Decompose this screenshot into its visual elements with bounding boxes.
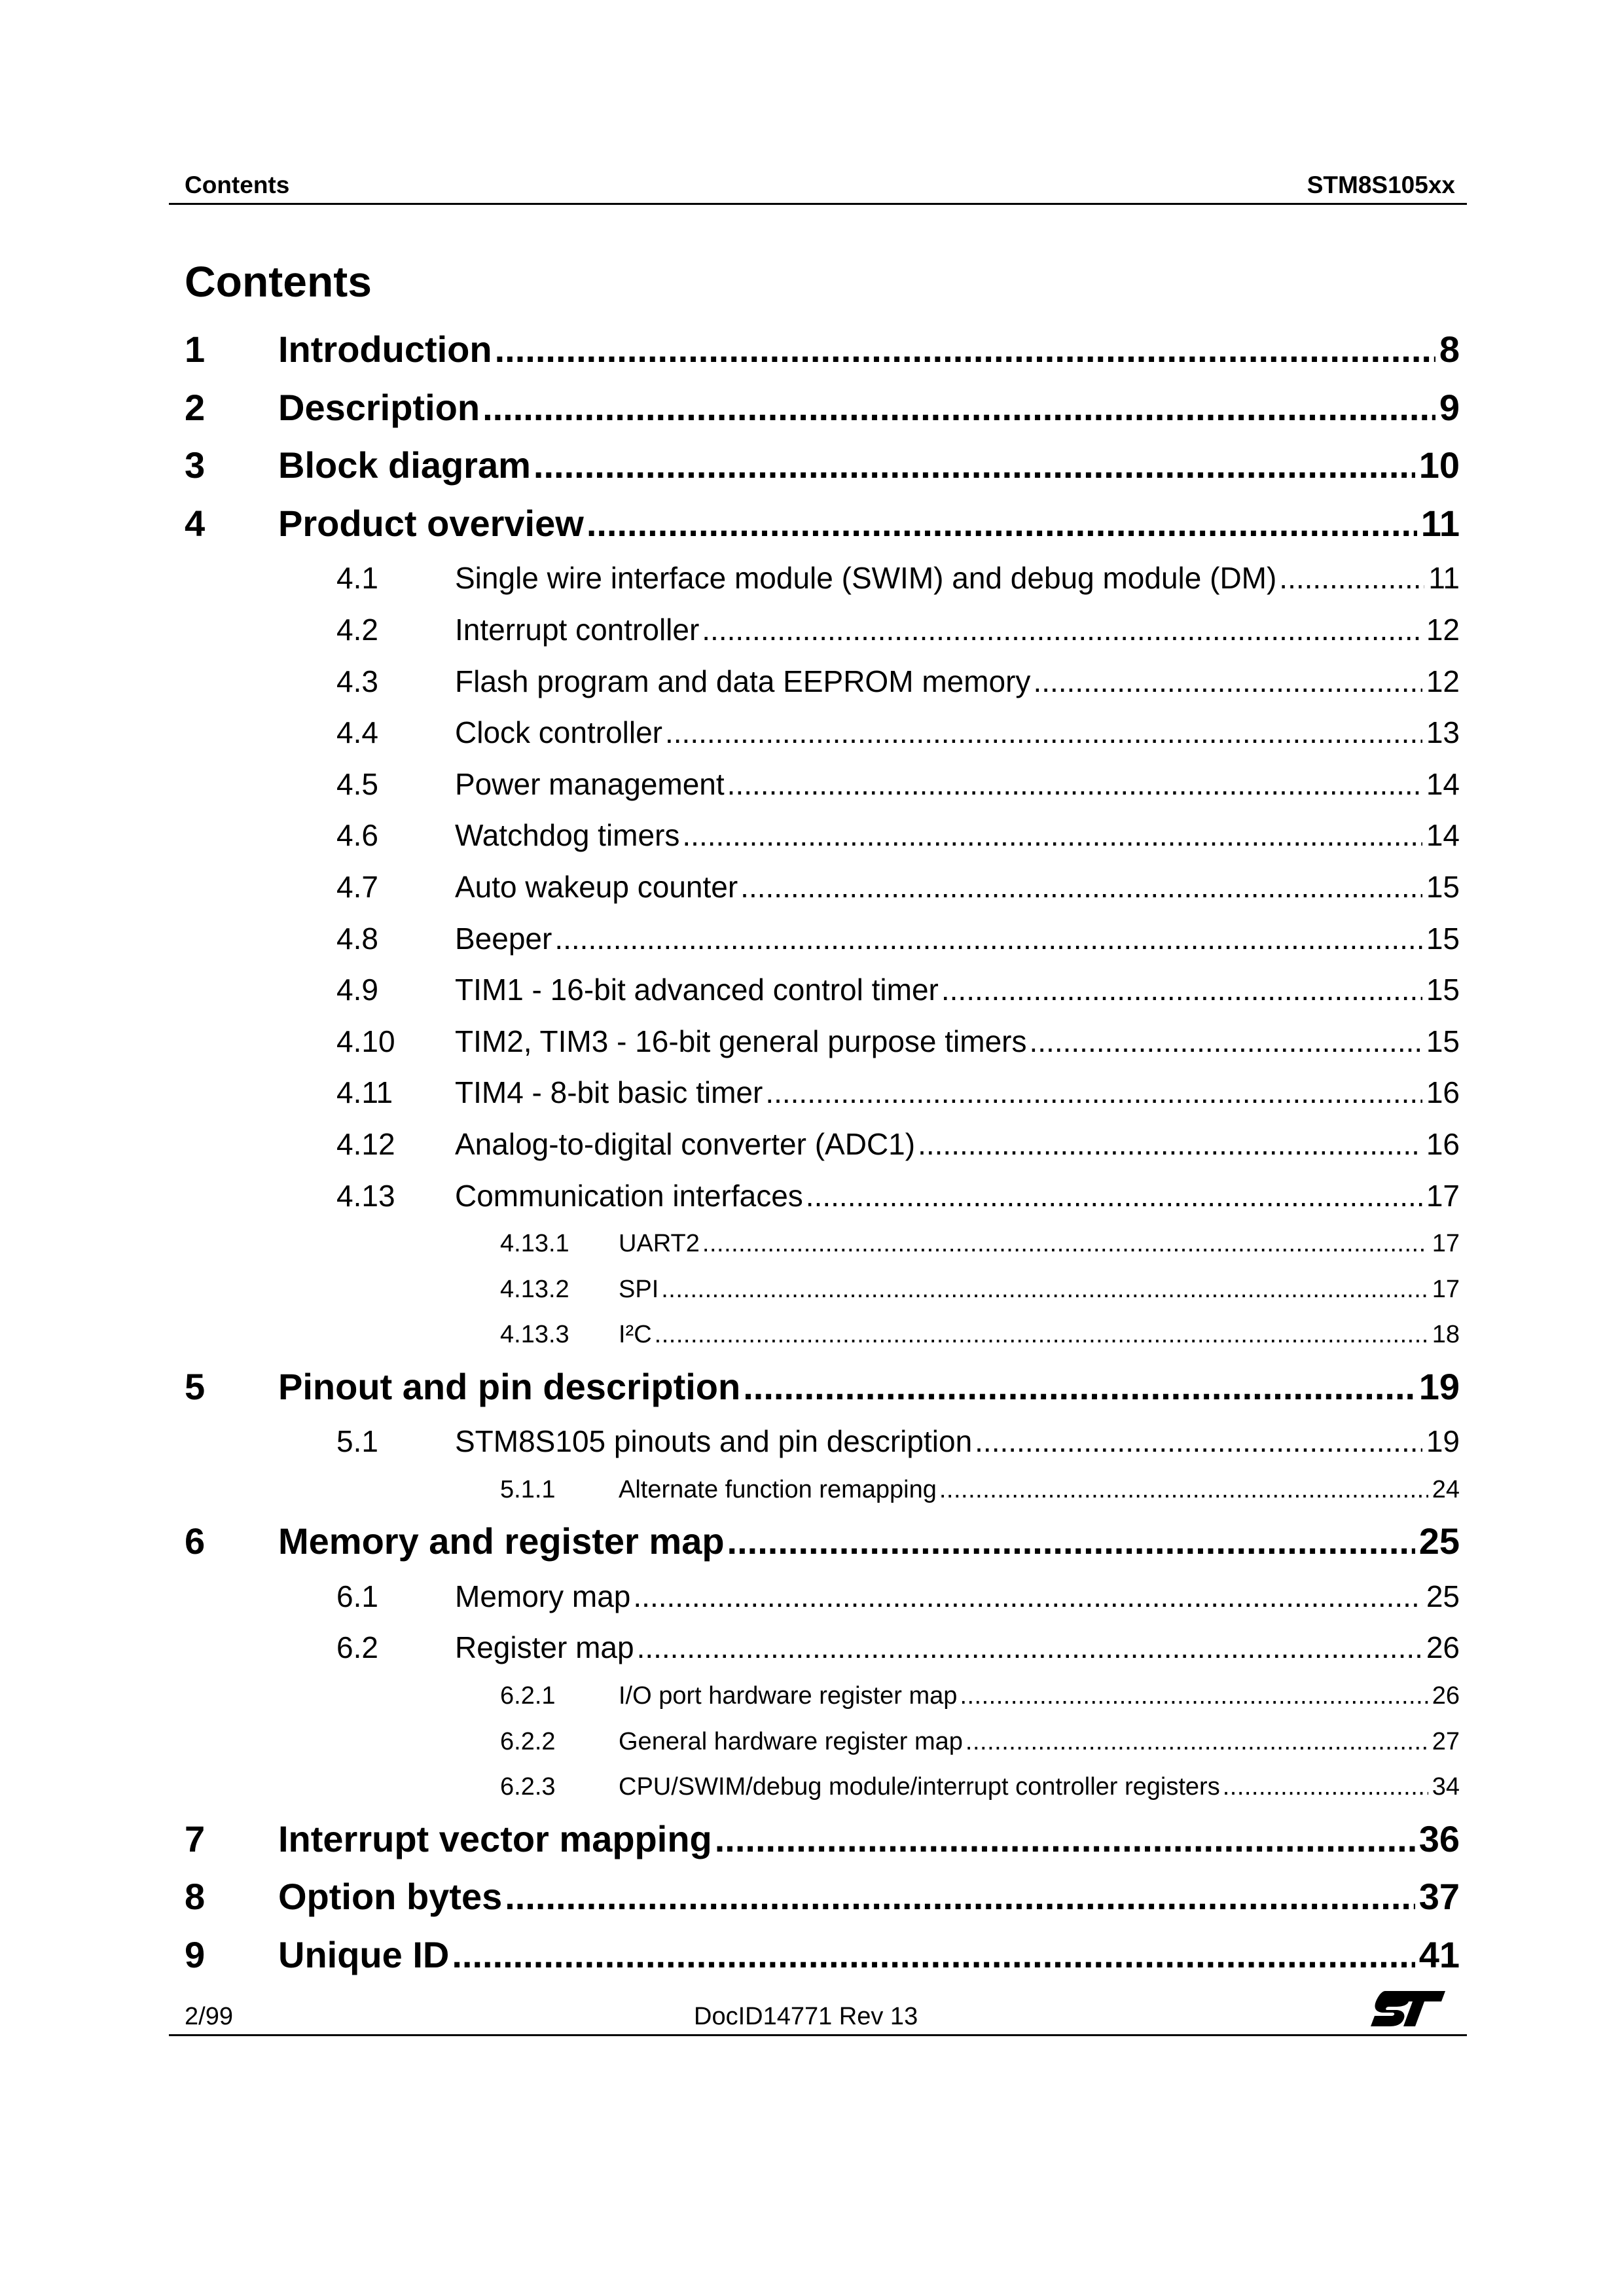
toc-entry-level-2[interactable] <box>185 656 1460 708</box>
toc-entry-level-1[interactable] <box>185 1810 1460 1869</box>
toc-entry-title[interactable]: STM8S105 pinouts and pin description <box>455 1424 973 1459</box>
toc-entry-level-2[interactable] <box>185 1170 1460 1222</box>
header-section-title: Contents <box>185 171 290 198</box>
toc-entry-page[interactable]: 25 <box>1418 1520 1460 1562</box>
toc-entry-number: 5.1 <box>336 1424 378 1459</box>
toc-dot-leader <box>1223 1765 1428 1810</box>
toc-entry-title[interactable]: SPI <box>619 1275 659 1303</box>
toc-entry-page[interactable]: 15 <box>1426 869 1460 904</box>
toc-entry-level-3[interactable] <box>185 1719 1460 1765</box>
toc-dot-leader <box>806 1170 1422 1221</box>
toc-entry-title[interactable]: Product overview <box>278 502 584 544</box>
toc-dot-leader <box>702 604 1422 655</box>
toc-entry-title[interactable]: Interrupt vector mapping <box>278 1818 712 1859</box>
toc-dot-leader <box>637 1622 1422 1673</box>
toc-entry-number: 7 <box>185 1818 206 1859</box>
toc-entry-number: 6.2.3 <box>500 1773 556 1801</box>
toc-dot-leader <box>665 707 1422 758</box>
toc-entry-number: 5 <box>185 1365 206 1407</box>
toc-dot-leader <box>482 379 1435 437</box>
toc-entry-number: 3 <box>185 444 206 486</box>
st-logo-icon <box>1369 1988 1447 2029</box>
footer-rule <box>169 2034 1467 2036</box>
toc-entry-level-2[interactable] <box>185 964 1460 1016</box>
toc-dot-leader <box>655 1312 1428 1357</box>
toc-entry-number: 4.3 <box>336 664 378 698</box>
toc-dot-leader <box>702 1221 1428 1266</box>
toc-dot-leader <box>682 810 1422 861</box>
page-title: Contents <box>185 257 372 306</box>
toc-entry-level-3[interactable] <box>185 1267 1460 1313</box>
toc-entry-title[interactable]: Analog-to-digital converter (ADC1) <box>455 1126 916 1161</box>
toc-entry-level-2[interactable] <box>185 1016 1460 1067</box>
toc-entry-title[interactable]: Memory and register map <box>278 1520 725 1562</box>
toc-entry-number: 4.13.1 <box>500 1230 569 1258</box>
toc-entry-number: 4.13 <box>336 1178 395 1213</box>
toc-entry-title[interactable]: Pinout and pin description <box>278 1365 741 1407</box>
toc-dot-leader <box>533 437 1415 494</box>
toc-entry-page[interactable]: 24 <box>1432 1475 1460 1503</box>
toc-entry-level-2[interactable] <box>185 707 1460 759</box>
toc-entry-title[interactable]: Communication interfaces <box>455 1178 803 1213</box>
toc-entry-page[interactable]: 19 <box>1426 1424 1460 1459</box>
toc-entry-title[interactable]: Power management <box>455 766 725 801</box>
toc-entry-page[interactable]: 15 <box>1426 973 1460 1007</box>
header-rule <box>169 203 1467 205</box>
toc-entry-number: 4.7 <box>336 869 378 904</box>
toc-entry-page[interactable]: 12 <box>1426 664 1460 698</box>
toc-entry-page[interactable]: 27 <box>1432 1727 1460 1755</box>
toc-entry-number: 4.1 <box>336 561 378 596</box>
toc-entry-title[interactable]: Beeper <box>455 921 552 956</box>
toc-dot-leader <box>965 1719 1428 1765</box>
toc-entry-title[interactable]: Introduction <box>278 329 492 370</box>
page-header <box>185 171 1455 203</box>
toc-entry-page[interactable]: 17 <box>1432 1230 1460 1258</box>
toc-dot-leader <box>918 1119 1422 1170</box>
toc-dot-leader <box>743 1358 1415 1416</box>
toc-dot-leader <box>727 1513 1415 1570</box>
toc-entry-number: 6.2.2 <box>500 1727 556 1755</box>
toc-entry-number: 4.10 <box>336 1024 395 1058</box>
toc-entry-page[interactable]: 13 <box>1426 715 1460 750</box>
toc-entry-number: 2 <box>185 386 206 428</box>
toc-entry-page[interactable]: 15 <box>1426 1024 1460 1058</box>
toc-entry-title[interactable]: Auto wakeup counter <box>455 869 738 904</box>
toc-dot-leader <box>586 495 1417 552</box>
toc-dot-leader <box>1033 656 1422 707</box>
toc-dot-leader <box>633 1571 1422 1622</box>
toc-entry-page[interactable]: 15 <box>1426 921 1460 956</box>
toc-entry-title[interactable]: Watchdog timers <box>455 818 680 853</box>
toc-dot-leader <box>975 1416 1422 1467</box>
toc-entry-level-2[interactable] <box>185 1571 1460 1623</box>
toc-entry-page[interactable]: 10 <box>1418 444 1460 486</box>
toc-entry-level-2[interactable] <box>185 861 1460 913</box>
toc-entry-title[interactable]: Single wire interface module (SWIM) and debug module (DM) <box>455 561 1277 596</box>
toc-entry-page[interactable]: 9 <box>1439 386 1460 428</box>
toc-entry-level-1[interactable] <box>185 1926 1460 1984</box>
toc-dot-leader <box>495 321 1435 378</box>
toc-entry-page[interactable]: 17 <box>1432 1275 1460 1303</box>
toc-entry-page[interactable]: 16 <box>1426 1075 1460 1110</box>
toc-entry-page[interactable]: 14 <box>1426 766 1460 801</box>
toc-entry-title[interactable]: UART2 <box>619 1230 700 1258</box>
toc-entry-number: 4.13.2 <box>500 1275 569 1303</box>
toc-entry-page[interactable]: 41 <box>1418 1933 1460 1975</box>
toc-entry-level-3[interactable] <box>185 1312 1460 1358</box>
toc-entry-title[interactable]: CPU/SWIM/debug module/interrupt controller registers <box>619 1773 1220 1801</box>
toc-dot-leader <box>452 1926 1415 1984</box>
toc-entry-title[interactable]: Memory map <box>455 1579 631 1613</box>
table-of-contents <box>185 321 1460 1984</box>
toc-dot-leader <box>740 861 1422 912</box>
toc-entry-number: 4.9 <box>336 973 378 1007</box>
toc-entry-level-2[interactable] <box>185 552 1460 604</box>
toc-dot-leader <box>1279 552 1424 603</box>
footer-doc-id: DocID14771 Rev 13 <box>694 2003 918 2030</box>
toc-entry-title[interactable]: Block diagram <box>278 444 531 486</box>
toc-entry-page[interactable]: 25 <box>1426 1579 1460 1613</box>
toc-entry-number: 4.2 <box>336 612 378 647</box>
toc-entry-number: 4.12 <box>336 1126 395 1161</box>
toc-entry-level-1[interactable] <box>185 379 1460 437</box>
toc-dot-leader <box>960 1674 1428 1719</box>
toc-entry-level-2[interactable] <box>185 604 1460 656</box>
toc-entry-title[interactable]: Alternate function remapping <box>619 1475 937 1503</box>
toc-entry-level-2[interactable] <box>185 1119 1460 1170</box>
toc-entry-number: 4.13.3 <box>500 1321 569 1349</box>
toc-dot-leader <box>1029 1016 1422 1067</box>
toc-entry-level-1[interactable] <box>185 495 1460 553</box>
toc-dot-leader <box>505 1868 1415 1926</box>
toc-entry-level-2[interactable] <box>185 1416 1460 1467</box>
toc-entry-title[interactable]: I/O port hardware register map <box>619 1682 958 1710</box>
toc-entry-title[interactable]: TIM4 - 8-bit basic timer <box>455 1075 763 1110</box>
toc-entry-number: 4.6 <box>336 818 378 853</box>
toc-entry-page[interactable]: 26 <box>1432 1682 1460 1710</box>
toc-entry-level-2[interactable] <box>185 810 1460 861</box>
toc-entry-number: 6 <box>185 1520 206 1562</box>
toc-entry-number: 4.8 <box>336 921 378 956</box>
toc-entry-title[interactable]: Interrupt controller <box>455 612 700 647</box>
toc-entry-number: 4.4 <box>336 715 378 750</box>
toc-entry-level-2[interactable] <box>185 1622 1460 1674</box>
toc-dot-leader <box>765 1067 1422 1118</box>
toc-entry-page[interactable]: 19 <box>1418 1365 1460 1407</box>
toc-entry-number: 6.2.1 <box>500 1682 556 1710</box>
toc-entry-page[interactable]: 12 <box>1426 612 1460 647</box>
toc-entry-title[interactable]: Register map <box>455 1630 634 1665</box>
toc-entry-title[interactable]: TIM2, TIM3 - 16-bit general purpose timers <box>455 1024 1027 1058</box>
toc-dot-leader <box>715 1810 1415 1868</box>
toc-entry-number: 5.1.1 <box>500 1475 556 1503</box>
toc-entry-number: 4 <box>185 502 206 544</box>
toc-entry-title[interactable]: Option bytes <box>278 1876 503 1918</box>
toc-entry-page[interactable]: 8 <box>1439 329 1460 370</box>
toc-entry-number: 9 <box>185 1933 206 1975</box>
toc-entry-page[interactable]: 26 <box>1426 1630 1460 1665</box>
toc-entry-number: 6.2 <box>336 1630 378 1665</box>
toc-entry-title[interactable]: I²C <box>619 1321 652 1349</box>
toc-entry-level-1[interactable] <box>185 1513 1460 1571</box>
toc-entry-level-3[interactable] <box>185 1221 1460 1267</box>
toc-dot-leader <box>941 964 1422 1015</box>
header-product-name: STM8S105xx <box>1307 171 1455 198</box>
toc-entry-level-1[interactable] <box>185 437 1460 495</box>
toc-entry-level-2[interactable] <box>185 1067 1460 1119</box>
toc-entry-page[interactable]: 17 <box>1426 1178 1460 1213</box>
toc-entry-title[interactable]: Description <box>278 386 480 428</box>
toc-dot-leader <box>727 759 1422 810</box>
toc-entry-number: 4.5 <box>336 766 378 801</box>
toc-entry-title[interactable]: General hardware register map <box>619 1727 963 1755</box>
toc-entry-page[interactable]: 34 <box>1432 1773 1460 1801</box>
toc-entry-page[interactable]: 14 <box>1426 818 1460 853</box>
toc-dot-leader <box>554 913 1422 964</box>
toc-entry-number: 6.1 <box>336 1579 378 1613</box>
toc-entry-level-3[interactable] <box>185 1467 1460 1513</box>
toc-entry-number: 4.11 <box>336 1075 393 1110</box>
toc-entry-title[interactable]: Clock controller <box>455 715 662 750</box>
toc-entry-page[interactable]: 11 <box>1420 502 1460 544</box>
toc-entry-number: 1 <box>185 329 206 370</box>
toc-entry-page[interactable]: 16 <box>1426 1126 1460 1161</box>
toc-entry-number: 8 <box>185 1876 206 1918</box>
toc-entry-title[interactable]: TIM1 - 16-bit advanced control timer <box>455 973 939 1007</box>
toc-entry-level-1[interactable] <box>185 1868 1460 1926</box>
toc-entry-level-2[interactable] <box>185 759 1460 810</box>
toc-entry-level-3[interactable] <box>185 1674 1460 1719</box>
toc-entry-title[interactable]: Unique ID <box>278 1933 450 1975</box>
toc-dot-leader <box>661 1267 1428 1312</box>
toc-entry-level-3[interactable] <box>185 1765 1460 1810</box>
toc-entry-page[interactable]: 11 <box>1428 561 1460 596</box>
toc-dot-leader <box>939 1467 1428 1513</box>
toc-entry-level-1[interactable] <box>185 1358 1460 1416</box>
toc-entry-level-1[interactable] <box>185 321 1460 379</box>
toc-entry-page[interactable]: 37 <box>1418 1876 1460 1918</box>
toc-entry-page[interactable]: 18 <box>1432 1321 1460 1349</box>
footer-page-number: 2/99 <box>185 2003 233 2030</box>
toc-entry-level-2[interactable] <box>185 913 1460 965</box>
toc-entry-title[interactable]: Flash program and data EEPROM memory <box>455 664 1031 698</box>
toc-entry-page[interactable]: 36 <box>1418 1818 1460 1859</box>
